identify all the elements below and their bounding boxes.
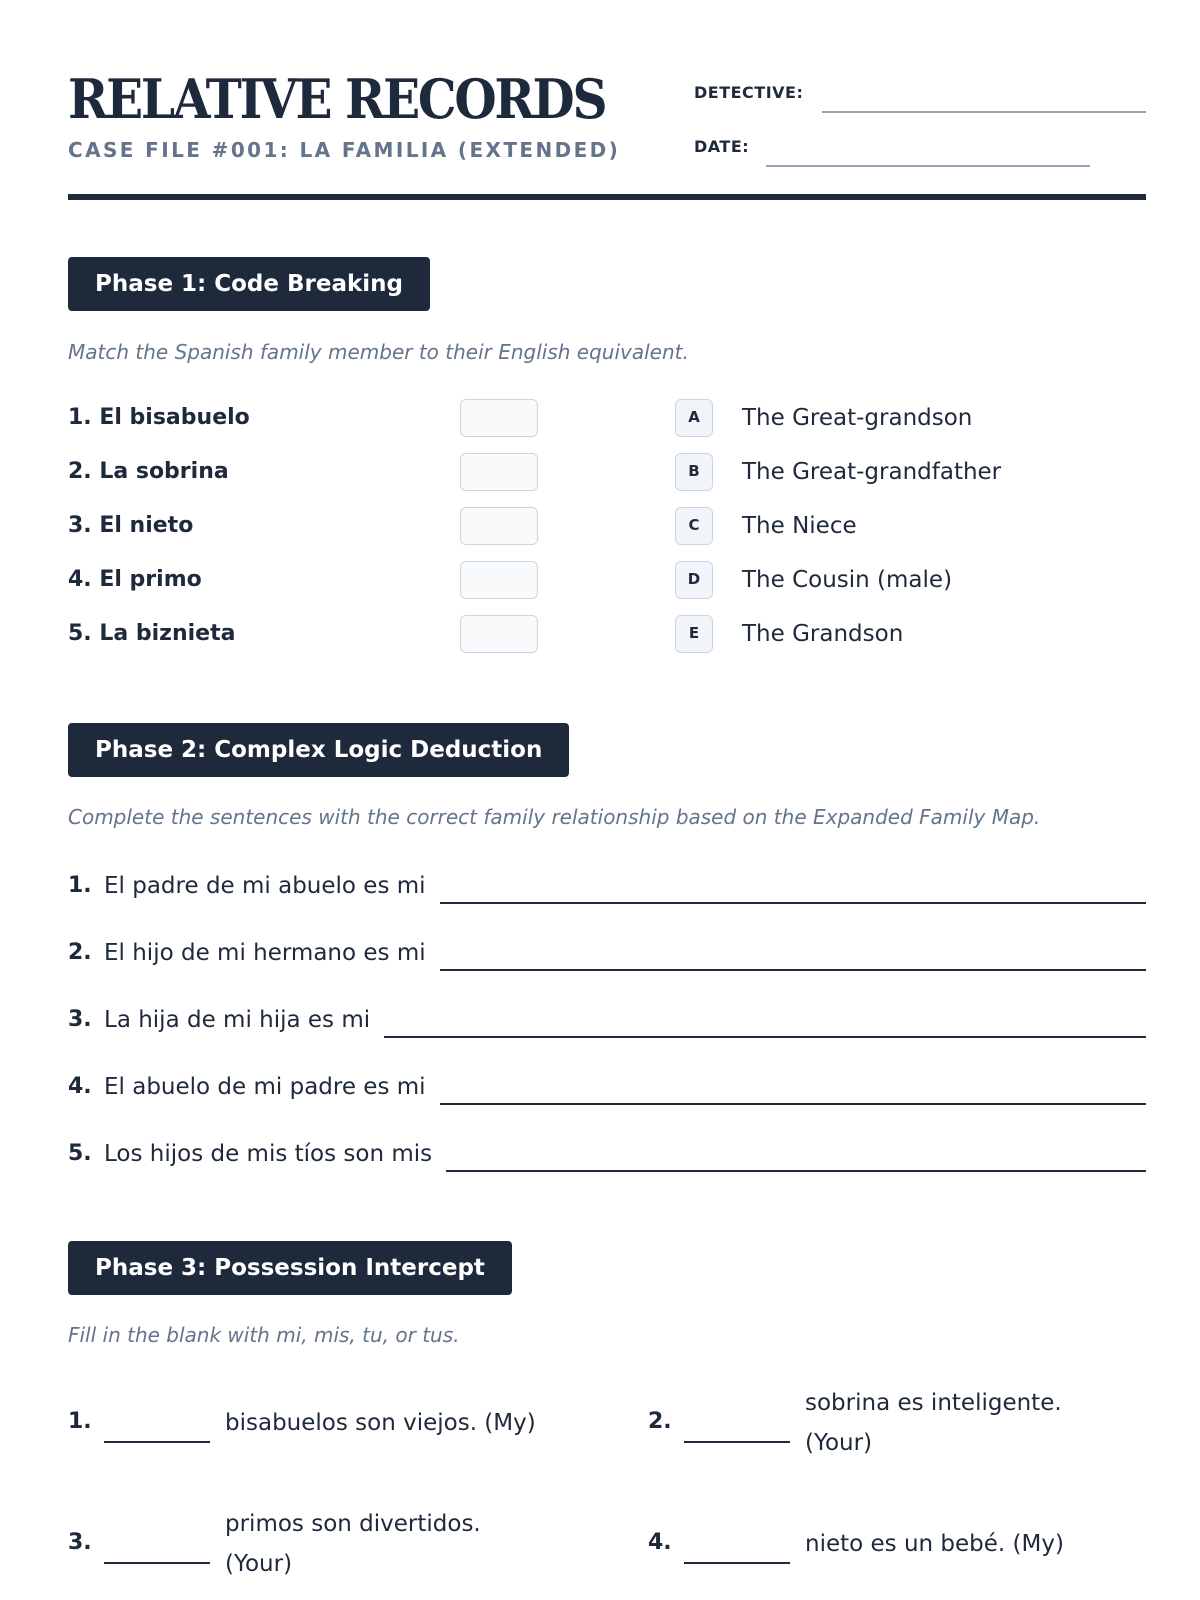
- phase3-title: Phase 3: Possession Intercept: [68, 1241, 512, 1295]
- possession-number: 3.: [68, 1530, 92, 1555]
- header-divider: [68, 194, 1146, 200]
- sentence-row: [68, 1132, 1146, 1172]
- answer-line[interactable]: [440, 969, 1146, 971]
- possession-text-line: primos son divertidos.: [225, 1511, 481, 1537]
- sentence-number: 4.: [68, 1074, 92, 1099]
- possession-text-line: (Your): [805, 1430, 873, 1456]
- page-title: RELATIVE RECORDS: [68, 67, 606, 131]
- possession-blank[interactable]: [104, 1441, 210, 1443]
- detective-field[interactable]: [822, 111, 1146, 113]
- option-text: The Niece: [742, 513, 857, 539]
- possession-blank[interactable]: [684, 1562, 790, 1564]
- option-letter-badge: B: [675, 453, 713, 491]
- detective-label: DETECTIVE:: [694, 83, 804, 102]
- option-text: The Great-grandfather: [742, 459, 1002, 485]
- possession-blank[interactable]: [104, 1562, 210, 1564]
- sentence-number: 5.: [68, 1141, 92, 1166]
- answer-line[interactable]: [440, 1103, 1146, 1105]
- option-text: The Cousin (male): [742, 567, 953, 593]
- sentence-text: El hijo de mi hermano es mi: [104, 940, 426, 966]
- possession-text: [805, 1524, 1064, 1564]
- match-item: 2. La sobrina: [68, 459, 229, 484]
- header: [68, 67, 1146, 200]
- possession-text-line: (Your): [225, 1551, 293, 1577]
- match-answer-box[interactable]: [460, 561, 538, 599]
- sentence-text: El abuelo de mi padre es mi: [104, 1074, 426, 1100]
- match-item: 1. El bisabuelo: [68, 405, 250, 430]
- phase1-title: Phase 1: Code Breaking: [68, 257, 430, 311]
- possession-text: [225, 1403, 536, 1443]
- date-field[interactable]: [766, 165, 1090, 167]
- sentence-row: [68, 864, 1146, 904]
- phase3-instructions: Fill in the blank with mi, mis, tu, or tus.: [68, 1323, 460, 1347]
- sentence-text: El padre de mi abuelo es mi: [104, 873, 426, 899]
- match-item: 3. El nieto: [68, 513, 194, 538]
- possession-blank[interactable]: [684, 1441, 790, 1443]
- answer-line[interactable]: [446, 1170, 1146, 1172]
- sentence-text: Los hijos de mis tíos son mis: [104, 1141, 433, 1167]
- match-item: 4. El primo: [68, 567, 202, 592]
- sentence-row: [68, 998, 1146, 1038]
- page-subtitle: CASE FILE #001: LA FAMILIA (EXTENDED): [68, 138, 621, 162]
- sentence-number: 3.: [68, 1007, 92, 1032]
- possession-text: [805, 1383, 1062, 1463]
- option-letter-badge: A: [675, 399, 713, 437]
- sentence-number: 2.: [68, 940, 92, 965]
- match-answer-box[interactable]: [460, 615, 538, 653]
- sentence-row: [68, 931, 1146, 971]
- match-item: 5. La biznieta: [68, 621, 236, 646]
- option-text: The Great-grandson: [742, 405, 973, 431]
- answer-line[interactable]: [384, 1036, 1146, 1038]
- option-text: The Grandson: [742, 621, 904, 647]
- option-letter-badge: D: [675, 561, 713, 599]
- possession-text-line: sobrina es inteligente.: [805, 1390, 1062, 1416]
- phase2-title: Phase 2: Complex Logic Deduction: [68, 723, 569, 777]
- possession-text-line: nieto es un bebé. (My): [805, 1531, 1064, 1557]
- possession-text: [225, 1504, 481, 1584]
- option-letter-badge: C: [675, 507, 713, 545]
- possession-number: 2.: [648, 1409, 672, 1434]
- match-answer-box[interactable]: [460, 399, 538, 437]
- sentence-text: La hija de mi hija es mi: [104, 1007, 371, 1033]
- match-answer-box[interactable]: [460, 453, 538, 491]
- phase1-instructions: Match the Spanish family member to their English equivalent.: [68, 340, 689, 364]
- sentence-row: [68, 1065, 1146, 1105]
- phase2-instructions: Complete the sentences with the correct family relationship based on the Expanded Family Map.: [68, 805, 1041, 829]
- answer-line[interactable]: [440, 902, 1146, 904]
- sentence-number: 1.: [68, 873, 92, 898]
- date-label: DATE:: [694, 137, 750, 156]
- possession-number: 4.: [648, 1530, 672, 1555]
- possession-number: 1.: [68, 1409, 92, 1434]
- possession-text-line: bisabuelos son viejos. (My): [225, 1410, 536, 1436]
- match-answer-box[interactable]: [460, 507, 538, 545]
- option-letter-badge: E: [675, 615, 713, 653]
